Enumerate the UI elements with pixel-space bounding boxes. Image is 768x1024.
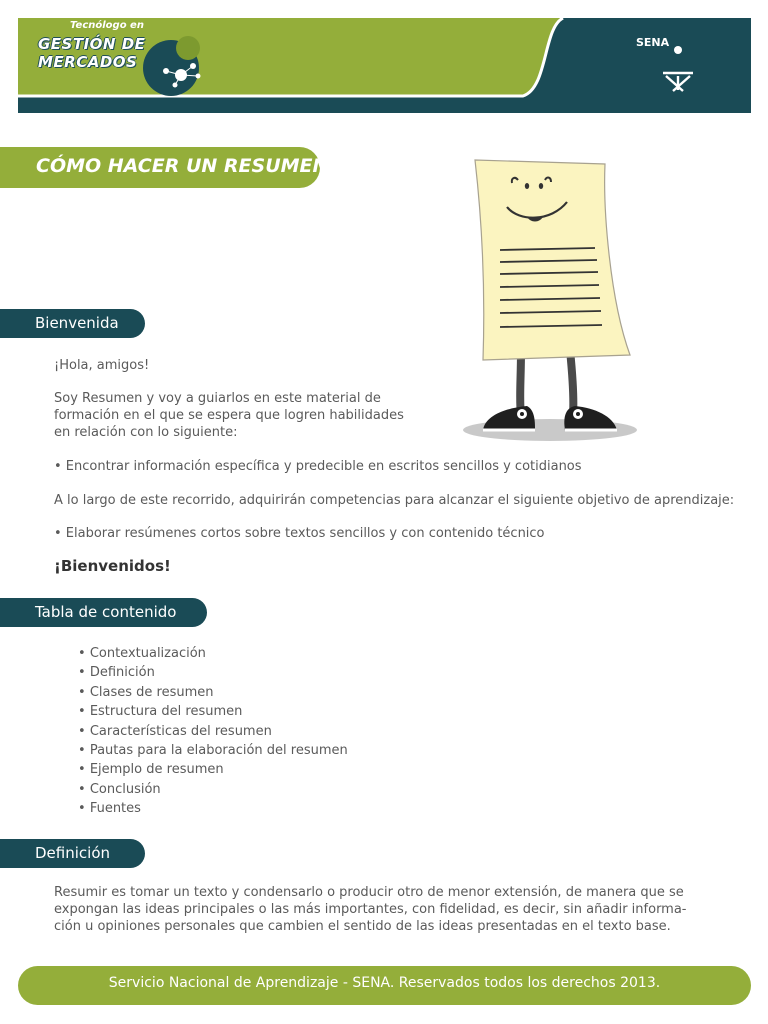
- definition-line-1: Resumir es tomar un texto y condensarlo o producir otro de menor extensión, de manera que se: [54, 885, 684, 900]
- definition-line-2: expongan las ideas principales o las más importantes, con fidelidad, es decir, sin añadir informa-: [54, 902, 687, 917]
- section-tab-bienvenida: Bienvenida: [0, 309, 145, 338]
- welcome-bullet-1: • Encontrar información específica y predecible en escritos sencillos y cotidianos: [54, 459, 582, 474]
- toc-item[interactable]: • Pautas para la elaboración del resumen: [78, 741, 348, 760]
- objective-text: A lo largo de este recorrido, adquirirán competencias para alcanzar el siguiente objetivo de aprendizaje:: [54, 493, 735, 508]
- toc-item[interactable]: • Definición: [78, 663, 348, 682]
- intro-line-3: en relación con lo siguiente:: [54, 425, 238, 440]
- intro-line-1: Soy Resumen y voy a guiarlos en este material de: [54, 391, 381, 406]
- toc-item[interactable]: • Características del resumen: [78, 722, 348, 741]
- sena-label: SENA: [636, 36, 670, 49]
- logo-line-1: GESTIÓN DE: [38, 35, 146, 53]
- toc-item[interactable]: • Ejemplo de resumen: [78, 760, 348, 779]
- section-tab-definicion: Definición: [0, 839, 145, 868]
- intro-line-2: formación en el que se espera que logren habilidades: [54, 408, 404, 423]
- toc-item[interactable]: • Conclusión: [78, 780, 348, 799]
- footer-text: Servicio Nacional de Aprendizaje - SENA. Reservados todos los derechos 2013.: [108, 975, 661, 991]
- toc-item[interactable]: • Contextualización: [78, 644, 348, 663]
- section-tab-tabla: Tabla de contenido: [0, 598, 207, 627]
- greeting-text: ¡Hola, amigos!: [54, 358, 150, 373]
- logo-line-2: MERCADOS: [38, 53, 138, 71]
- logo-subtitle: Tecnólogo en: [70, 20, 144, 31]
- toc-item[interactable]: • Clases de resumen: [78, 683, 348, 702]
- page-title: CÓMO HACER UN RESUMEN: [36, 155, 329, 177]
- toc-item[interactable]: • Fuentes: [78, 799, 348, 818]
- welcome-closing: ¡Bienvenidos!: [54, 557, 171, 575]
- table-of-contents: [78, 644, 348, 819]
- toc-item[interactable]: • Estructura del resumen: [78, 702, 348, 721]
- welcome-bullet-2: • Elaborar resúmenes cortos sobre textos sencillos y con contenido técnico: [54, 526, 545, 541]
- definition-line-3: ción u opiniones personales que cambien el sentido de las ideas presentadas en el texto base.: [54, 919, 671, 934]
- resumen-mascot-illustration: [455, 150, 645, 445]
